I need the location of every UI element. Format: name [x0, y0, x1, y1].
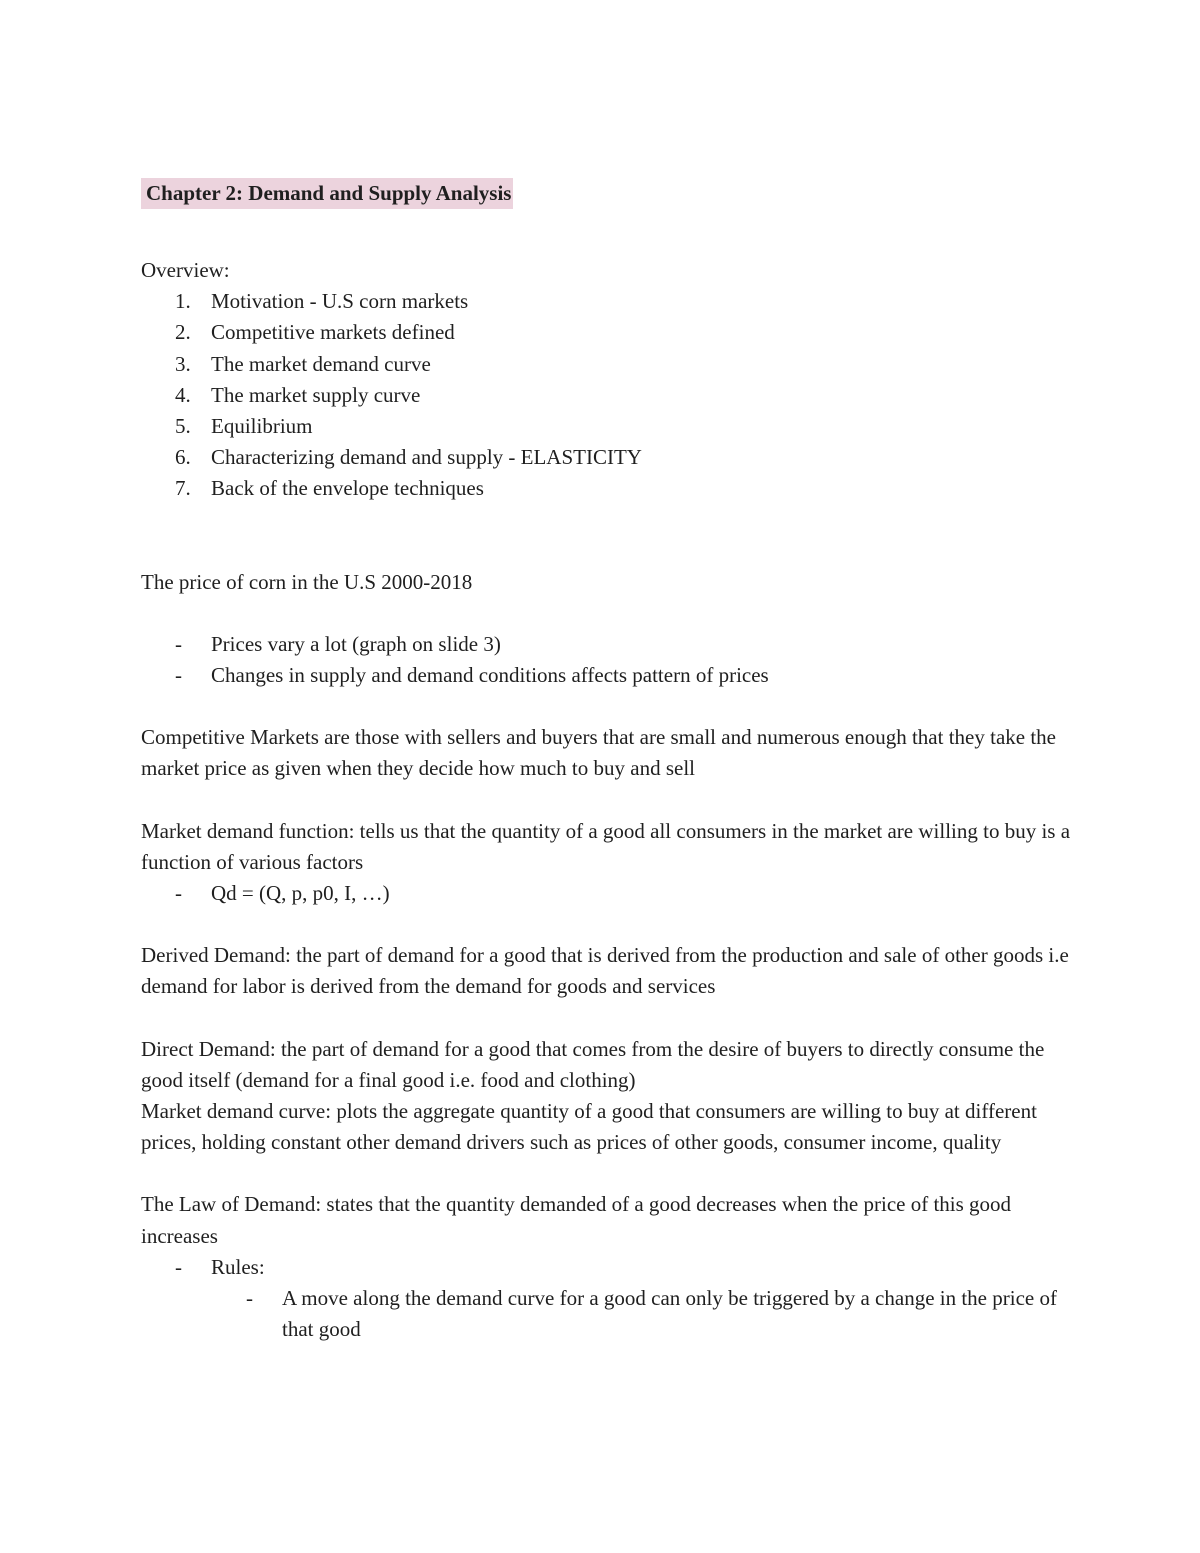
overview-label: Overview:: [141, 258, 230, 282]
list-number: 4.: [175, 382, 191, 407]
overview-item-text: Back of the envelope techniques: [211, 476, 484, 501]
overview-item: [141, 317, 1071, 348]
direct-demand-paragraph: Direct Demand: the part of demand for a good that comes from the desire of buyers to directly consume the good itself (demand for a final good i.e. food and clothing): [141, 1036, 1045, 1092]
market-demand-function-paragraph: Market demand function: tells us that the quantity of a good all consumers in the market are willing to buy is a function of various factors: [141, 818, 1071, 874]
document-page: [141, 178, 1071, 1345]
list-number: 2.: [175, 320, 191, 345]
formula-list: [141, 878, 1071, 909]
rule-items: [141, 1283, 1071, 1345]
list-item: [141, 878, 1071, 909]
overview-item: [141, 286, 1071, 317]
list-item: [141, 1283, 1071, 1345]
rules-list: [141, 1252, 1071, 1283]
bullet-text: Prices vary a lot (graph on slide 3): [211, 631, 501, 656]
dash-bullet: -: [175, 1254, 182, 1279]
overview-item: [141, 442, 1071, 473]
corn-bullets: [141, 629, 1071, 691]
dash-bullet: -: [246, 1286, 253, 1311]
rules-label: Rules:: [211, 1254, 265, 1279]
list-number: 5.: [175, 414, 191, 439]
overview-item-text: The market supply curve: [211, 382, 421, 407]
dash-bullet: -: [175, 663, 182, 688]
list-number: 7.: [175, 476, 191, 501]
overview-item: [141, 473, 1071, 504]
overview-item: [141, 411, 1071, 442]
rule-text: A move along the demand curve for a good can only be triggered by a change in the price of that good: [282, 1286, 1057, 1342]
overview-item-text: Equilibrium: [211, 414, 313, 439]
overview-item-text: Competitive markets defined: [211, 320, 455, 345]
law-of-demand-paragraph: The Law of Demand: states that the quantity demanded of a good decreases when the price of this good increases: [141, 1192, 1012, 1248]
competitive-markets-paragraph: Competitive Markets are those with sellers and buyers that are small and numerous enough that they take the market price as given when they decide how much to buy and sell: [141, 725, 1056, 781]
derived-demand-paragraph: Derived Demand: the part of demand for a good that is derived from the production and sale of other goods i.e demand for labor is derived from the demand for goods and services: [141, 943, 1069, 999]
list-item: [141, 629, 1071, 660]
overview-list: [141, 286, 1071, 504]
corn-heading: The price of corn in the U.S 2000-2018: [141, 569, 473, 594]
overview-item-text: The market demand curve: [211, 351, 431, 376]
list-number: 3.: [175, 351, 191, 376]
bullet-text: Changes in supply and demand conditions affects pattern of prices: [211, 663, 769, 688]
market-demand-curve-paragraph: Market demand curve: plots the aggregate quantity of a good that consumers are willing to buy at different prices, holding constant other demand drivers such as prices of other goods, consumer income, quality: [141, 1099, 1037, 1155]
overview-item-text: Motivation - U.S corn markets: [211, 289, 469, 314]
list-number: 6.: [175, 445, 191, 470]
overview-item: [141, 349, 1071, 380]
overview-item-text: Characterizing demand and supply - ELASTICITY: [211, 445, 642, 470]
demand-formula: Qd = (Q, p, p0, I, …): [211, 881, 390, 906]
dash-bullet: -: [175, 631, 182, 656]
list-item: [141, 1252, 1071, 1283]
list-item: [141, 660, 1071, 691]
chapter-title: Chapter 2: Demand and Supply Analysis: [141, 178, 513, 209]
overview-item: [141, 380, 1071, 411]
list-number: 1.: [175, 289, 191, 314]
dash-bullet: -: [175, 881, 182, 906]
